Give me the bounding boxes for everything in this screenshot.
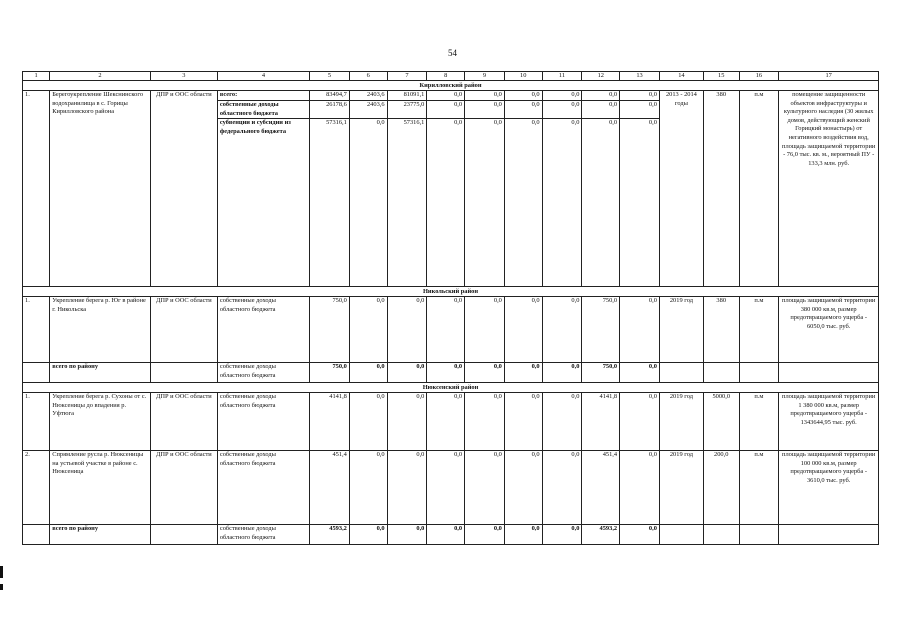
value-cell: 0,0 [387,393,427,451]
col-header: 14 [659,72,703,81]
table-row [23,393,879,451]
funding-source: собственные доходы областного бюджета [217,101,309,119]
value-cell: 0,0 [504,525,542,545]
value-cell: 4593,2 [582,525,620,545]
table-row [23,297,879,363]
value-cell: 0,0 [542,91,582,101]
value-cell: 0,0 [504,297,542,363]
value-cell: 0,0 [620,91,660,101]
value-cell: 4141,8 [582,393,620,451]
col-header: 9 [465,72,505,81]
col-header: 8 [427,72,465,81]
col-header: 13 [620,72,660,81]
row-number: 1. [23,91,50,287]
row-number: 1. [23,297,50,363]
funding-source: собственные доходы областного бюджета [217,451,309,525]
total-label: всего по району [50,363,151,383]
value-cell: 0,0 [465,297,505,363]
value-cell: 0,0 [542,393,582,451]
funding-source: субвенции и субсидии из федерального бюджета [217,119,309,287]
value-cell: 0,0 [465,101,505,119]
value-cell: 0,0 [582,91,620,101]
district-total-row [23,525,879,545]
value-cell: 0,0 [504,363,542,383]
page-number: 54 [448,48,457,58]
expected-result: площадь защищаемой территории 380 000 кв.м, размер предотвращаемого ущерба - 6050,0 тыс. руб. [779,297,879,363]
value-cell: 0,0 [542,451,582,525]
value-cell: 750,0 [310,363,350,383]
value-cell: 0,0 [620,393,660,451]
expected-result: площадь защищаемой территории 100 000 кв.м, размер предотвращаемого ущерба - 3610,0 тыс. руб. [779,451,879,525]
quantity: 380 [703,91,739,287]
value-cell: 0,0 [582,119,620,287]
unit: п.м [739,91,779,287]
col-header: 7 [387,72,427,81]
value-cell: 0,0 [349,451,387,525]
scan-edge-mark [0,584,3,590]
section-title-nikolsk: Никольский район [23,287,879,297]
value-cell: 0,0 [465,91,505,101]
col-header: 12 [582,72,620,81]
quantity: 200,0 [703,451,739,525]
column-numbers-row [23,72,879,81]
object-name: Спрямление русла р. Нюксеницы на устьевой участке в районе с. Нюксеница [50,451,151,525]
value-cell: 0,0 [349,393,387,451]
value-cell: 0,0 [620,297,660,363]
value-cell: 0,0 [504,451,542,525]
expected-result: площадь защищаемой территории 1 380 000 кв.м, размер предотвращаемого ущерба - 1343644,95 тыс. руб. [779,393,879,451]
value-cell: 0,0 [620,363,660,383]
unit: п.м [739,297,779,363]
value-cell: 2403,6 [349,91,387,101]
col-header: 5 [310,72,350,81]
unit: п.м [739,451,779,525]
value-cell: 0,0 [542,363,582,383]
object-name: Укрепление берега р. Юг в районе г. Никольска [50,297,151,363]
value-cell: 0,0 [427,297,465,363]
value-cell: 0,0 [349,119,387,287]
value-cell: 0,0 [465,525,505,545]
period: 2013 - 2014 годы [659,91,703,287]
executor: ДПР и ООС области [150,393,217,451]
section-title-nyuksen: Нюксенский район [23,383,879,393]
col-header: 1 [23,72,50,81]
funding-source: собственные доходы областного бюджета [217,297,309,363]
value-cell: 0,0 [620,451,660,525]
value-cell: 0,0 [582,101,620,119]
value-cell: 0,0 [349,525,387,545]
period: 2019 год [659,393,703,451]
value-cell: 0,0 [620,525,660,545]
value-cell: 0,0 [504,101,542,119]
expected-result: помещение защищенности объектов инфраструктуры и культурного наследия (30 жилых домов, действующий женский Горицкий монастырь) от негативного воздействия вод, площадь защищаемой территории - 76,0 тыс. кв. м., вероятный ПУ - 133,3 млн. руб. [779,91,879,287]
value-cell: 0,0 [427,451,465,525]
value-cell: 451,4 [310,451,350,525]
scan-edge-mark [0,566,3,578]
object-name: Берегоукрепление Шекснинского водохранилища в с. Горицы Кирилловского района [50,91,151,287]
value-cell: 0,0 [387,451,427,525]
value-cell: 0,0 [427,91,465,101]
value-cell: 0,0 [387,297,427,363]
col-header: 3 [150,72,217,81]
col-header: 10 [504,72,542,81]
value-cell: 0,0 [504,119,542,287]
value-cell: 0,0 [504,393,542,451]
value-cell: 0,0 [465,451,505,525]
value-cell: 0,0 [387,525,427,545]
value-cell: 0,0 [427,119,465,287]
col-header: 15 [703,72,739,81]
value-cell: 2403,6 [349,101,387,119]
value-cell: 0,0 [620,101,660,119]
value-cell: 0,0 [427,101,465,119]
value-cell: 0,0 [349,297,387,363]
value-cell: 83494,7 [310,91,350,101]
value-cell: 0,0 [542,525,582,545]
program-table [22,71,879,545]
object-name: Укрепление берега р. Сухоны от с. Нюксеницы до впадения р. Уфтюга [50,393,151,451]
value-cell: 750,0 [582,363,620,383]
section-title-kirillov: Кирилловский район [23,81,879,91]
value-cell: 81091,1 [387,91,427,101]
executor: ДПР и ООС области [150,451,217,525]
value-cell: 0,0 [465,363,505,383]
value-cell: 4593,2 [310,525,350,545]
value-cell: 0,0 [542,297,582,363]
funding-source: собственные доходы областного бюджета [217,363,309,383]
col-header: 2 [50,72,151,81]
value-cell: 750,0 [310,297,350,363]
period: 2019 год [659,451,703,525]
value-cell: 26178,6 [310,101,350,119]
row-number: 1. [23,393,50,451]
col-header: 17 [779,72,879,81]
value-cell: 0,0 [542,101,582,119]
value-cell: 0,0 [427,393,465,451]
value-cell: 750,0 [582,297,620,363]
value-cell: 451,4 [582,451,620,525]
value-cell: 0,0 [349,363,387,383]
value-cell: 23775,0 [387,101,427,119]
col-header: 4 [217,72,309,81]
value-cell: 0,0 [620,119,660,287]
value-cell: 0,0 [504,91,542,101]
col-header: 16 [739,72,779,81]
value-cell: 0,0 [465,119,505,287]
period: 2019 год [659,297,703,363]
value-cell: 57316,1 [310,119,350,287]
value-cell: 0,0 [465,393,505,451]
quantity: 380 [703,297,739,363]
col-header: 6 [349,72,387,81]
value-cell: 57316,1 [387,119,427,287]
value-cell: 0,0 [427,363,465,383]
table-row [23,451,879,525]
district-total-row [23,363,879,383]
value-cell: 4141,8 [310,393,350,451]
value-cell: 0,0 [387,363,427,383]
executor: ДПР и ООС области [150,91,217,287]
funding-source: собственные доходы областного бюджета [217,525,309,545]
total-label: всего по району [50,525,151,545]
value-cell: 0,0 [542,119,582,287]
row-number: 2. [23,451,50,525]
executor: ДПР и ООС области [150,297,217,363]
quantity: 5000,0 [703,393,739,451]
value-cell: 0,0 [427,525,465,545]
unit: п.м [739,393,779,451]
funding-source: собственные доходы областного бюджета [217,393,309,451]
col-header: 11 [542,72,582,81]
funding-source: всего: [217,91,309,101]
